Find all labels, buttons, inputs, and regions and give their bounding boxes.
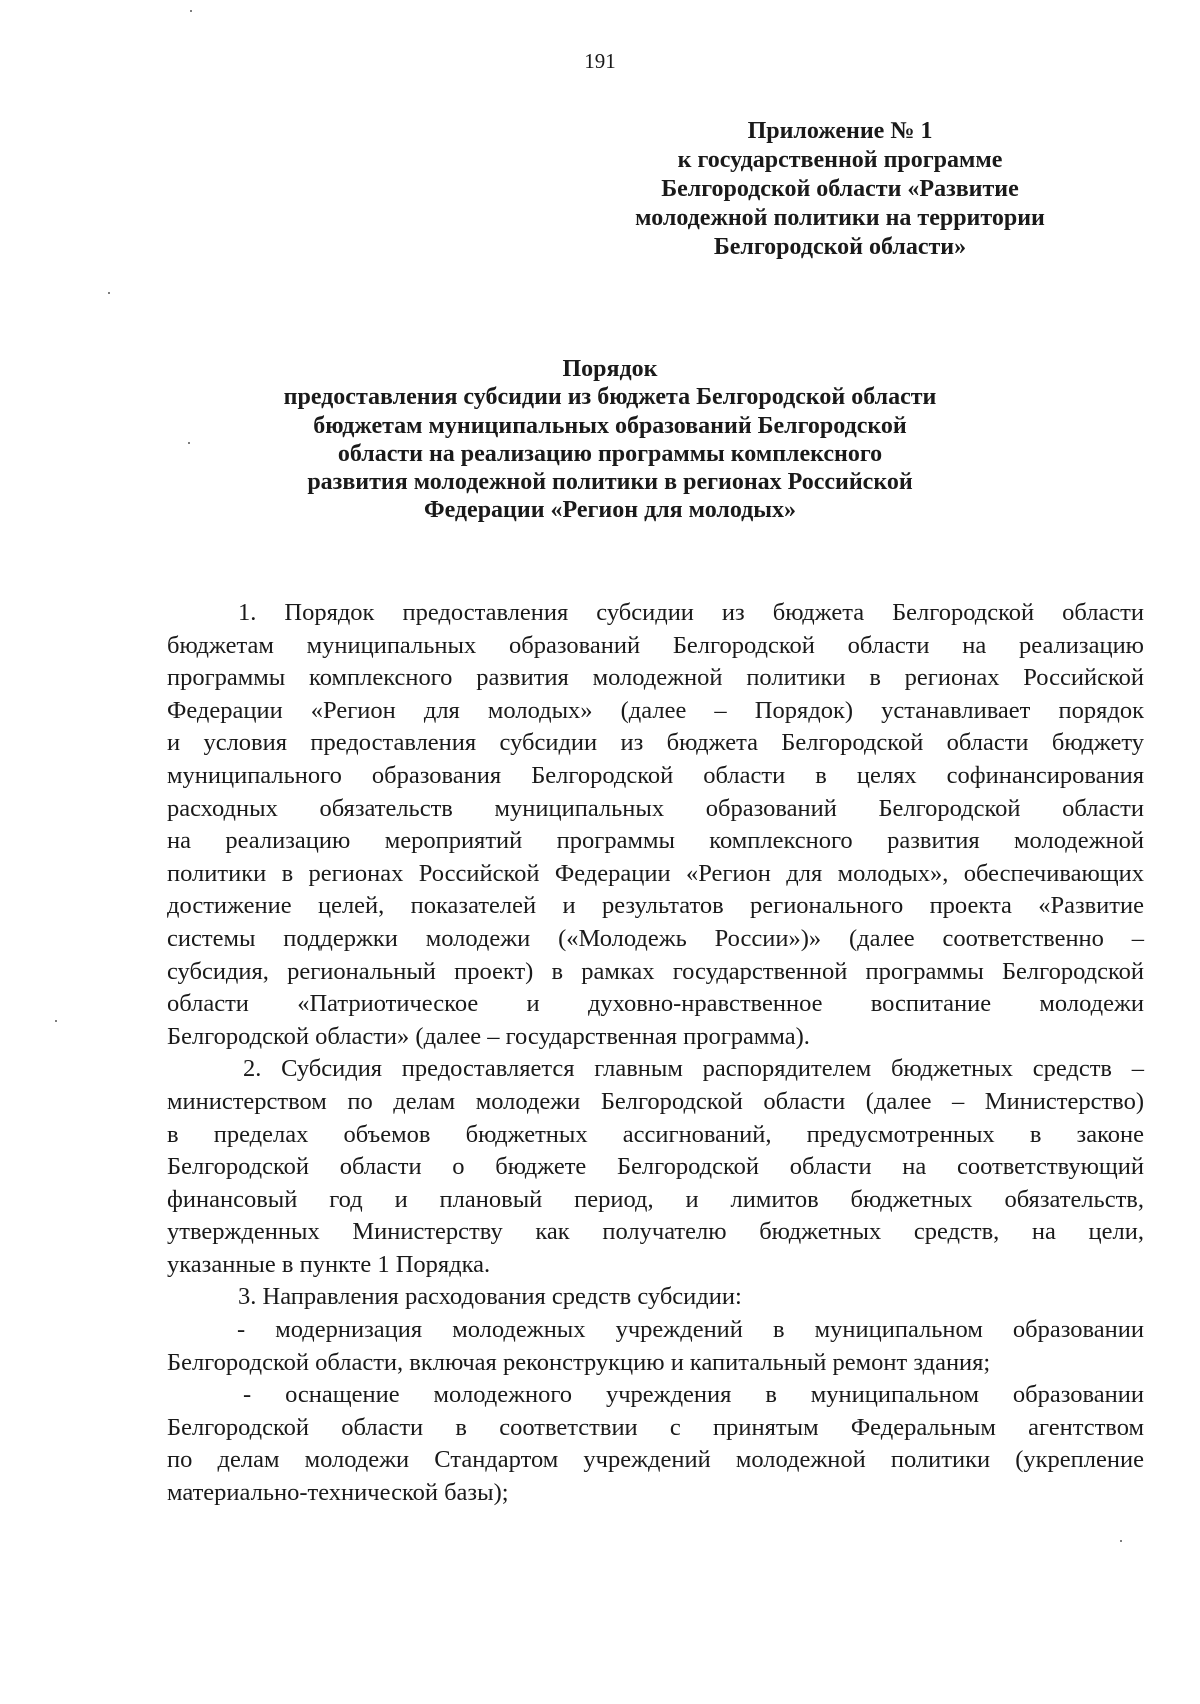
appendix-line: Приложение № 1: [747, 118, 933, 144]
title-line: развития молодежной политики в регионах Российской: [307, 469, 913, 496]
body-line: политики в регионах Российской Федерации «Регион для молодых», обеспечивающих: [167, 859, 1144, 887]
scan-speck: [190, 10, 192, 12]
body-line: - оснащение молодежного учреждения в муниципальном образовании: [243, 1381, 1144, 1409]
body-line: на реализацию мероприятий программы комплексного развития молодежной: [167, 827, 1144, 855]
appendix-line: Белгородской области»: [713, 234, 967, 260]
page-number: 191: [584, 49, 616, 73]
appendix-header: [590, 117, 1090, 262]
scan-speck: [55, 1020, 57, 1022]
title-line: предоставления субсидии из бюджета Белгородской области: [283, 384, 937, 411]
body-line: Белгородской области» (далее – государственная программа).: [167, 1022, 810, 1050]
title-line: области на реализацию программы комплексного: [337, 440, 883, 467]
scan-speck: [1120, 1540, 1122, 1542]
body-line: программы комплексного развития молодежной политики в регионах Российской: [167, 664, 1144, 692]
body-line: 3. Направления расходования средств субсидии:: [238, 1283, 742, 1311]
body-line: в пределах объемов бюджетных ассигнований, предусмотренных в законе: [167, 1120, 1144, 1148]
body-line: финансовый год и плановый период, и лимитов бюджетных обязательств,: [167, 1185, 1144, 1213]
body-line: муниципального образования Белгородской области в целях софинансирования: [167, 761, 1144, 789]
title-line: бюджетам муниципальных образований Белгородской: [313, 412, 907, 439]
body-line: Белгородской области в соответствии с принятым Федеральным агентством: [167, 1413, 1144, 1441]
body-line: по делам молодежи Стандартом учреждений молодежной политики (укрепление: [167, 1446, 1144, 1474]
body-line: Федерации «Регион для молодых» (далее – Порядок) устанавливает порядок: [167, 696, 1144, 724]
body-line: Белгородской области о бюджете Белгородской области на соответствующий: [167, 1153, 1144, 1181]
body-line: материально-технической базы);: [167, 1479, 509, 1507]
body-line: бюджетам муниципальных образований Белгородской области на реализацию: [167, 631, 1144, 659]
body-line: области «Патриотическое и духовно-нравственное воспитание молодежи: [167, 990, 1144, 1018]
document-title: [200, 355, 1020, 525]
document-body: [167, 597, 1144, 1510]
body-line: 2. Субсидия предоставляется главным распорядителем бюджетных средств –: [243, 1055, 1144, 1083]
body-line: утвержденных Министерству как получателю бюджетных средств, на цели,: [167, 1218, 1144, 1246]
appendix-line: молодежной политики на территории: [635, 205, 1045, 231]
body-line: министерством по делам молодежи Белгородской области (далее – Министерство): [167, 1087, 1144, 1115]
title-line: Федерации «Регион для молодых»: [423, 497, 797, 524]
scan-speck: [188, 442, 190, 444]
appendix-line: к государственной программе: [677, 147, 1003, 173]
title-line: Порядок: [562, 356, 658, 382]
body-line: указанные в пункте 1 Порядка.: [167, 1250, 491, 1278]
body-line: 1. Порядок предоставления субсидии из бюджета Белгородской области: [238, 599, 1144, 626]
body-line: достижение целей, показателей и результатов регионального проекта «Развитие: [167, 892, 1144, 920]
body-line: расходных обязательств муниципальных образований Белгородской области: [167, 794, 1144, 822]
appendix-line: Белгородской области «Развитие: [661, 176, 1019, 202]
body-line: и условия предоставления субсидии из бюджета Белгородской области бюджету: [167, 729, 1144, 757]
scan-speck: [108, 292, 110, 294]
body-line: системы поддержки молодежи («Молодежь России»)» (далее соответственно –: [167, 924, 1144, 952]
body-line: - модернизация молодежных учреждений в муниципальном образовании: [237, 1316, 1144, 1344]
body-line: Белгородской области, включая реконструкцию и капитальный ремонт здания;: [167, 1348, 991, 1376]
body-line: субсидия, региональный проект) в рамках государственной программы Белгородской: [167, 957, 1144, 985]
